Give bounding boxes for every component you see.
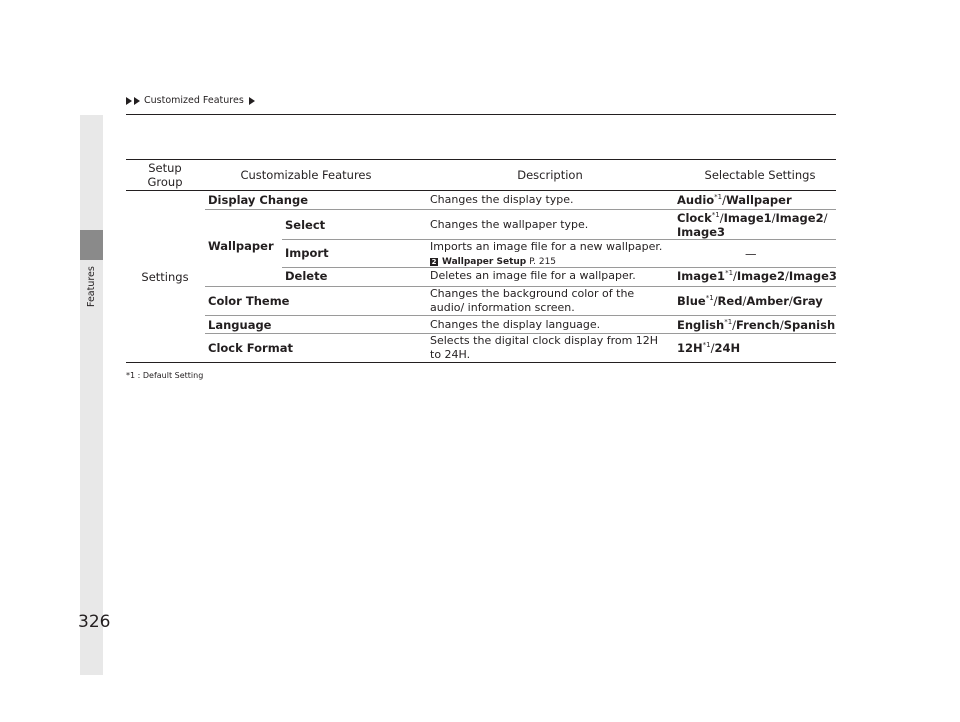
desc-clock-format: Selects the digital clock display from 12H to 24H.: [430, 334, 659, 361]
breadcrumb-arrow-icon: [126, 97, 132, 105]
side-line: [80, 115, 103, 675]
footnote: *1 : Default Setting: [126, 371, 204, 380]
desc-delete: Deletes an image file for a wallpaper.: [430, 269, 636, 282]
setting-display-change: Audio$^{*1}$/Wallpaper: [677, 193, 792, 207]
breadcrumb-arrow-icon: [249, 97, 255, 105]
table-bottom-rule: [126, 362, 836, 363]
setting-select: Clock$^{*1}$/Image1/Image2/ Image3: [677, 211, 828, 239]
desc-import: Imports an image file for a new wallpaper. 2 Wallpaper Setup P. 215: [430, 240, 663, 267]
side-label: Features: [86, 266, 97, 307]
desc-display-change: Changes the display type.: [430, 193, 574, 206]
page-number: 326: [78, 612, 111, 632]
side-tab: [80, 230, 103, 260]
feature-clock-format: Clock Format: [208, 341, 293, 355]
group-settings: Settings: [141, 270, 189, 284]
setting-color-theme: Blue$^{*1}$/Red/Amber/Gray: [677, 294, 823, 308]
header-setup-group: Setup Group: [147, 161, 183, 189]
feature-color-theme: Color Theme: [208, 294, 290, 308]
feature-import: Import: [285, 246, 329, 260]
xref-arrow-icon: 2: [431, 257, 437, 266]
xref-wallpaper-setup[interactable]: 2 Wallpaper Setup P. 215: [431, 257, 557, 267]
header-description: Description: [517, 168, 583, 182]
feature-language: Language: [208, 318, 272, 332]
breadcrumb-arrow-icon: [134, 97, 140, 105]
breadcrumb: [126, 95, 255, 106]
feature-wallpaper: Wallpaper: [208, 239, 274, 253]
feature-display-change: Display Change: [208, 193, 309, 207]
feature-select: Select: [285, 218, 326, 232]
desc-language: Changes the display language.: [430, 318, 601, 331]
setting-import: —: [745, 247, 757, 261]
table-row-rule: [205, 209, 836, 210]
desc-select: Changes the wallpaper type.: [430, 218, 589, 231]
desc-color-theme: Changes the background color of the audio/ information screen.: [430, 287, 635, 314]
breadcrumb-link[interactable]: Customized Features: [144, 95, 244, 106]
header-rule: [126, 114, 836, 115]
feature-delete: Delete: [285, 269, 328, 283]
setting-delete: Image1$^{*1}$/Image2/Image3: [677, 269, 837, 283]
table-row-rule: [205, 315, 836, 316]
table-header-rule: [126, 190, 836, 191]
setting-language: English$^{*1}$/French/Spanish: [677, 318, 836, 332]
header-customizable-features: Customizable Features: [240, 168, 372, 182]
header-selectable-settings: Selectable Settings: [704, 168, 816, 182]
table-top-rule: [126, 159, 836, 160]
setting-clock-format: $12H^{*1}/24H$: [677, 341, 741, 355]
